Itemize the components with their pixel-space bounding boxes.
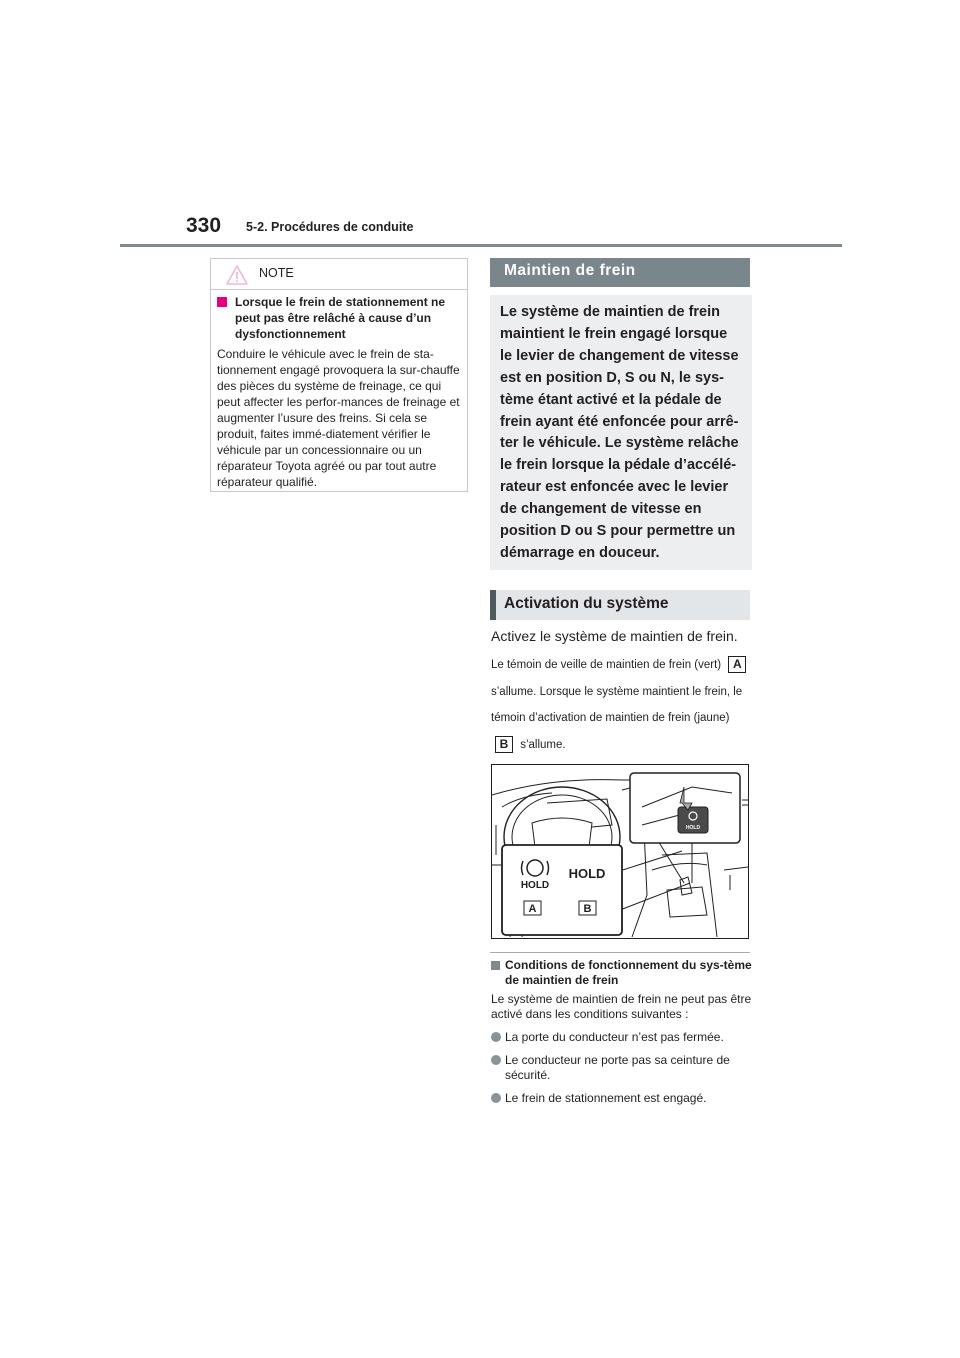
description-text bbox=[491, 652, 753, 758]
desc-part-3: s’allume. bbox=[520, 738, 566, 751]
pink-square-icon bbox=[217, 297, 227, 307]
list-item-text: Le frein de stationnement est engagé. bbox=[505, 1091, 707, 1105]
note-text: Conduire le véhicule avec le frein de sta-tionnement engagé provoquera la sur-chauffe des pièces du système de freinage, ce qui peut affecter les perfor-mances de freinage et augmenter l’usure des freins. Si cela se produit, faites immé-diatement vérifier le véhicule par un concessionnaire ou un réparateur Toyota agréé ou par tout autre réparateur qualifié. bbox=[217, 347, 460, 489]
indicator-b-hold-text: HOLD bbox=[568, 866, 606, 881]
dashboard-drawing bbox=[492, 765, 748, 938]
note-heading bbox=[217, 294, 461, 342]
dashboard-illustration bbox=[491, 764, 749, 939]
illustration-label-b: B bbox=[583, 903, 592, 915]
illustration-label-a: A bbox=[528, 903, 537, 915]
list-item-text: Le conducteur ne porte pas sa ceinture de sécurité. bbox=[505, 1053, 730, 1082]
conditions-rule bbox=[490, 952, 750, 953]
section-header-maintien: Maintien de frein bbox=[490, 258, 750, 287]
bullet-dot-icon bbox=[491, 1055, 501, 1065]
conditions-text: Le système de maintien de frein ne peut pas être activé dans les conditions suivantes : bbox=[491, 992, 752, 1021]
note-label: NOTE bbox=[259, 266, 294, 280]
section-title: 5-2. Procédures de conduite bbox=[246, 220, 414, 234]
header-rule bbox=[120, 244, 842, 247]
list-item bbox=[491, 1053, 753, 1083]
indicator-a-hold-text: HOLD bbox=[520, 880, 550, 891]
step-text: Activez le système de maintien de frein. bbox=[491, 628, 738, 644]
conditions-list bbox=[491, 1030, 753, 1114]
note-heading-text: Lorsque le frein de stationnement ne peut pas être relâché à cause d’un dysfonctionnement bbox=[235, 295, 446, 341]
note-box bbox=[210, 258, 468, 492]
desc-part-1: Le témoin de veille de maintien de frein (vert) bbox=[491, 659, 722, 671]
list-item bbox=[491, 1030, 753, 1045]
label-a-tag: A bbox=[728, 656, 746, 673]
bullet-dot-icon bbox=[491, 1032, 501, 1042]
label-b-tag: B bbox=[495, 736, 513, 753]
conditions-heading bbox=[491, 958, 763, 988]
conditions-heading-text: Conditions de fonctionnement du sys-tème de maintien de frein bbox=[505, 958, 752, 987]
hold-switch-inset bbox=[630, 773, 740, 843]
list-item-text: La porte du conducteur n’est pas fermée. bbox=[505, 1030, 724, 1044]
switch-hold-text: HOLD bbox=[685, 825, 701, 831]
note-body bbox=[211, 290, 467, 490]
desc-part-2: s’allume. Lorsque le système maintient le frein, le témoin d’activation de maintien de frein (jaune) bbox=[491, 685, 743, 724]
warning-triangle-icon bbox=[225, 264, 249, 286]
intro-box: Le système de maintien de frein maintient le frein engagé lorsque le levier de changement de vitesse est en position D, S ou N, le sys-tème étant activé et la pédale de frein ayant été enfoncée pour arrê-ter le véhicule. Le système relâche le frein lorsque la pédale d’accélé-rateur est enfoncée avec le levier de changement de vitesse en position D ou S pour permettre un démarrage en douceur. bbox=[490, 295, 752, 570]
bullet-dot-icon bbox=[491, 1093, 501, 1103]
section-header-activation: Activation du système bbox=[490, 590, 750, 620]
gray-square-icon bbox=[491, 961, 500, 970]
note-header bbox=[211, 259, 467, 290]
page-number: 330 bbox=[186, 214, 222, 237]
list-item bbox=[491, 1091, 753, 1106]
